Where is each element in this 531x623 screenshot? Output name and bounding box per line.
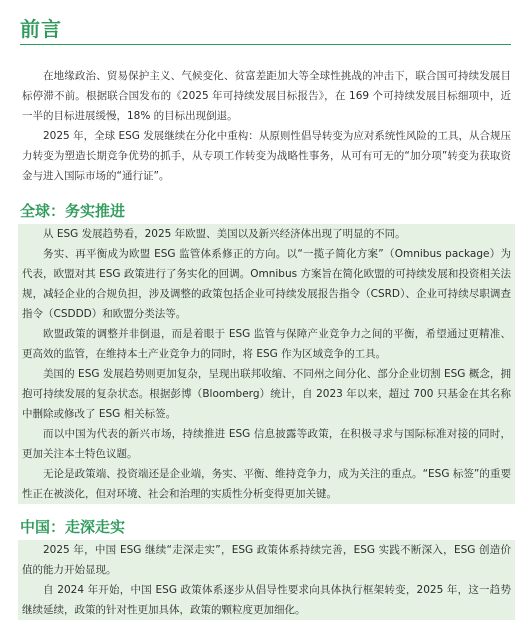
china-paragraph-1: 2025 年，中国 ESG 继续“走深走实”，ESG 政策体系持续完善，ESG 实践不断深入，ESG 创造价值的能力开始显现。 [22,544,511,576]
global-paragraph-5: 而以中国为代表的新兴市场，持续推进 ESG 信息披露等政策，在积极寻求与国际标准对接的同时，更加关注本土特色议题。 [22,428,511,460]
global-paragraph-4: 美国的 ESG 发展趋势则更加复杂，呈现出联邦收缩、不同州之间分化、部分企业切割 ESG 概念，拥抱可持续发展的复杂状态。根据彭博（Bloomberg）统计，自 2023 年以来，超过 700 只基金在其名称中删除或修改了 ESG 相关标签。 [22,368,511,420]
china-section-heading: 中国：走深走实 [20,518,126,536]
page-title: 前言 [20,17,62,41]
china-section-heading-bar [18,514,515,540]
global-paragraph-1: 从 ESG 发展趋势看，2025 年欧盟、美国以及新兴经济体出现了明显的不同。 [43,228,406,240]
intro-section [18,66,515,186]
title-divider [20,44,511,45]
global-section-heading: 全球：务实推进 [20,202,126,220]
intro-paragraph-1: 在地缘政治、贸易保护主义、气候变化、贫富差距加大等全球性挑战的冲击下，联合国可持续发展目标停滞不前。根据联合国发布的《2025 年可持续发展目标报告》，在 169 个可持续发展目标细项中，近一半的目标进展缓慢，18% 的目标出现倒退。 [22,70,511,122]
global-section-body [18,224,515,504]
global-section-heading-bar [18,198,515,224]
global-paragraph-3: 欧盟政策的调整并非倒退，而是着眼于 ESG 监管与保障产业竞争力之间的平衡，希望通过更精准、更高效的监管，在维持本土产业竞争力的同时，将 ESG 作为区域竞争的工具。 [22,328,511,360]
china-section-body [18,540,515,620]
global-paragraph-2: 务实、再平衡成为欧盟 ESG 监管体系修正的方向。以“一揽子简化方案”（Omnibus package）为代表，欧盟对其 ESG 政策进行了务实化的回调。Omnibus 方案旨在简化欧盟的可持续发展和投资相关法规，减轻企业的合规负担，涉及调整的政策包括企业可持续发展报告指令（CSRD）、企业可持续尽职调查指令（CSDDD）和欧盟分类法等。 [22,248,511,320]
china-paragraph-2: 自 2024 年开始，中国 ESG 政策体系逐步从倡导性要求向具体执行框架转变，2025 年，这一趋势继续延续，政策的针对性更加具体，政策的颗粒度更加细化。 [22,584,511,616]
global-paragraph-6: 无论是政策端、投资端还是企业端，务实、平衡、维持竞争力，成为关注的重点。“ESG 标签”的重要性正在被淡化，但对环境、社会和治理的实质性分析变得更加关键。 [22,468,511,500]
intro-paragraph-2: 2025 年，全球 ESG 发展继续在分化中重构：从原则性倡导转变为应对系统性风险的工具，从合规压力转变为塑造长期竞争优势的抓手，从专项工作转变为战略性事务，从可有可无的“加分项”转变为获取资金与进入国际市场的“通行证”。 [22,130,511,182]
